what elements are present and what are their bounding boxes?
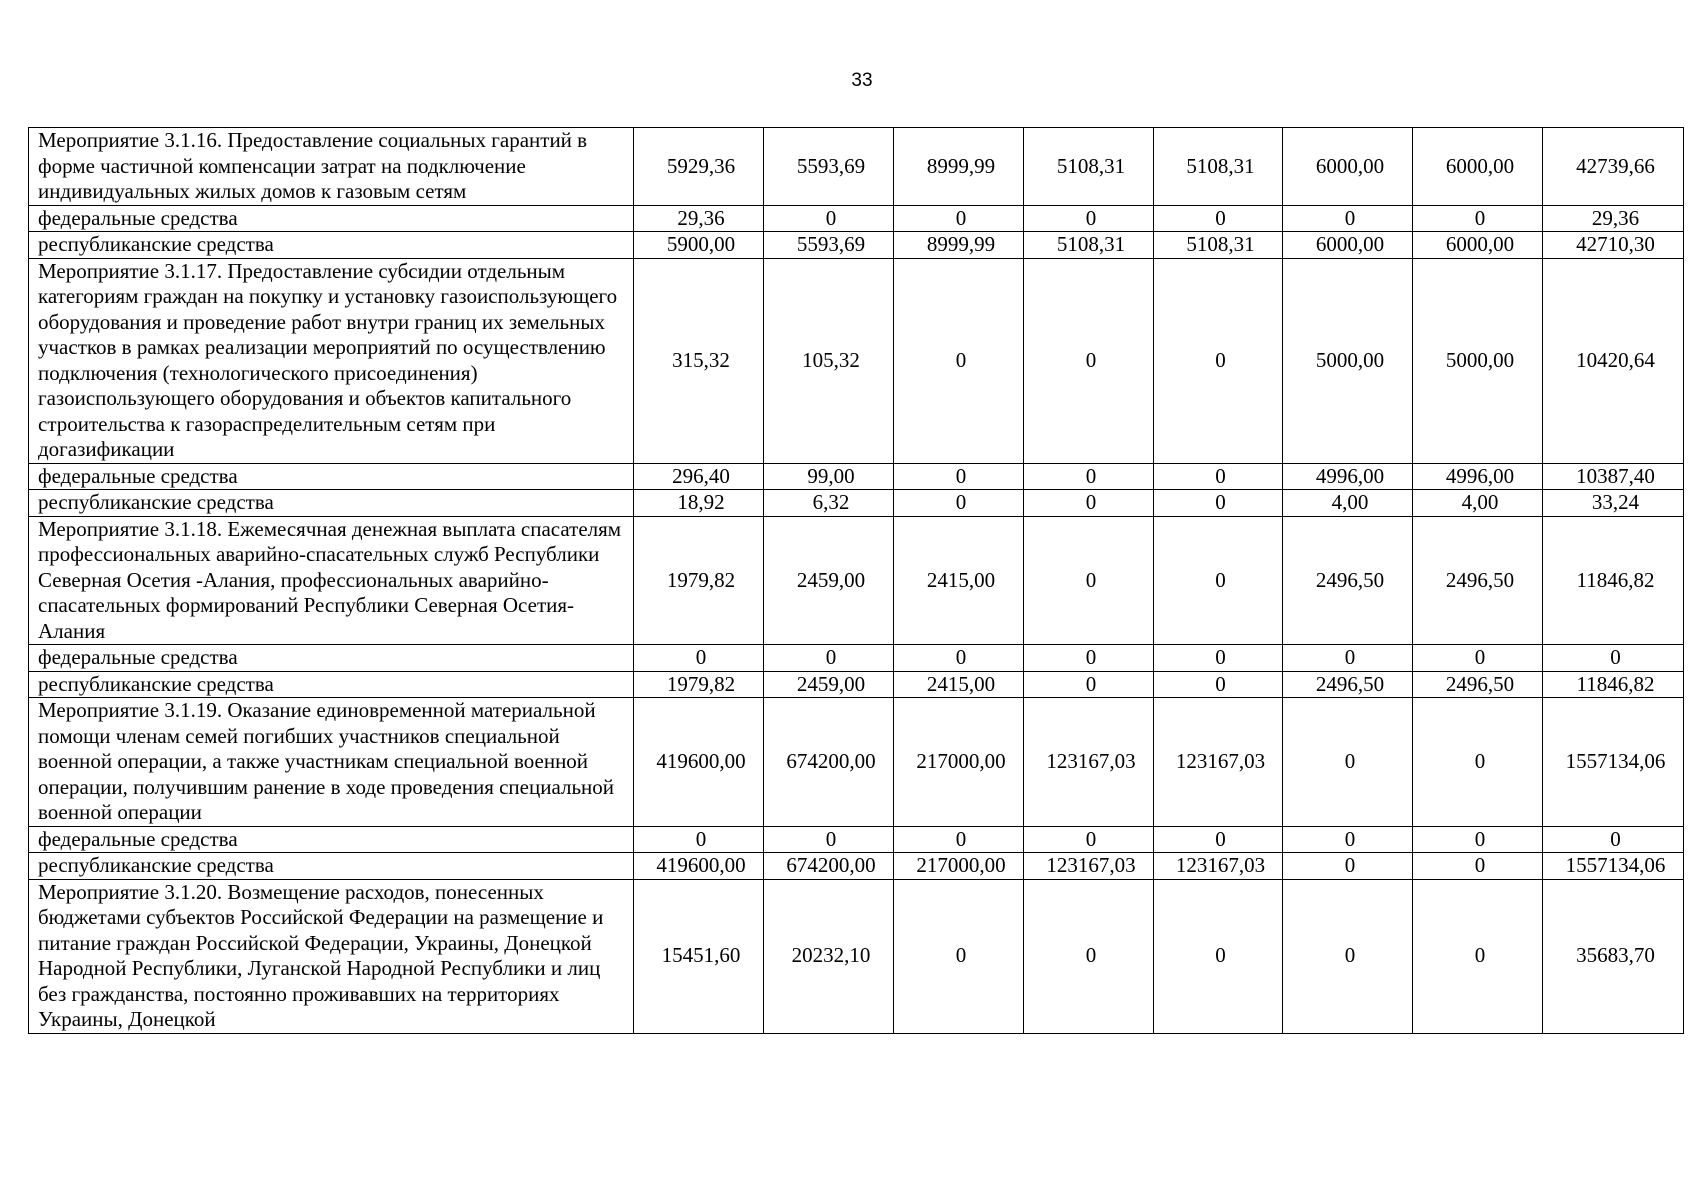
value-cell: 0	[764, 826, 894, 853]
value-cell: 0	[1154, 205, 1283, 232]
total-cell: 35683,70	[1543, 879, 1684, 1033]
value-cell: 0	[1024, 258, 1154, 463]
value-cell: 0	[894, 258, 1024, 463]
value-cell: 2496,50	[1283, 516, 1413, 645]
row-label: Мероприятие 3.1.19. Оказание единовременной материальной помощи членам семей погибших участников специальной военной операции, а также участникам специальной военной операции, получившим ранение в ходе проведения специальной военной операции	[29, 698, 634, 827]
value-cell: 315,32	[634, 258, 764, 463]
table-row-republican-funds	[29, 232, 1684, 259]
table-row-federal-funds	[29, 826, 1684, 853]
value-cell: 1979,82	[634, 516, 764, 645]
value-cell: 0	[1413, 853, 1543, 880]
value-cell: 2496,50	[1283, 671, 1413, 698]
value-cell: 0	[1024, 516, 1154, 645]
row-label: федеральные средства	[29, 463, 634, 490]
value-cell: 5593,69	[764, 128, 894, 206]
value-cell: 5108,31	[1024, 128, 1154, 206]
table-row-measure-3-1-17	[29, 258, 1684, 463]
table-body	[29, 128, 1684, 1034]
value-cell: 0	[1413, 205, 1543, 232]
value-cell: 5593,69	[764, 232, 894, 259]
total-cell: 42710,30	[1543, 232, 1684, 259]
table-row-measure-3-1-16	[29, 128, 1684, 206]
value-cell: 0	[1283, 879, 1413, 1033]
value-cell: 2459,00	[764, 516, 894, 645]
value-cell: 296,40	[634, 463, 764, 490]
value-cell: 0	[1024, 879, 1154, 1033]
value-cell: 0	[1024, 205, 1154, 232]
value-cell: 4,00	[1413, 490, 1543, 517]
value-cell: 2415,00	[894, 671, 1024, 698]
value-cell: 0	[1024, 463, 1154, 490]
row-label: федеральные средства	[29, 826, 634, 853]
row-label: республиканские средства	[29, 853, 634, 880]
value-cell: 8999,99	[894, 128, 1024, 206]
value-cell: 0	[894, 645, 1024, 672]
value-cell: 29,36	[634, 205, 764, 232]
value-cell: 674200,00	[764, 698, 894, 827]
value-cell: 6000,00	[1413, 232, 1543, 259]
value-cell: 0	[1024, 826, 1154, 853]
total-cell: 11846,82	[1543, 671, 1684, 698]
value-cell: 0	[1024, 490, 1154, 517]
table-row-federal-funds	[29, 205, 1684, 232]
value-cell: 0	[634, 645, 764, 672]
row-label: Мероприятие 3.1.16. Предоставление социальных гарантий в форме частичной компенсации затрат на подключение индивидуальных жилых домов к газовым сетям	[29, 128, 634, 206]
budget-table	[28, 127, 1684, 1034]
value-cell: 0	[1413, 698, 1543, 827]
value-cell: 5108,31	[1154, 128, 1283, 206]
value-cell: 99,00	[764, 463, 894, 490]
value-cell: 0	[1154, 826, 1283, 853]
value-cell: 18,92	[634, 490, 764, 517]
value-cell: 0	[894, 879, 1024, 1033]
total-cell: 0	[1543, 645, 1684, 672]
table-row-republican-funds	[29, 671, 1684, 698]
row-label: республиканские средства	[29, 671, 634, 698]
value-cell: 0	[1154, 490, 1283, 517]
value-cell: 0	[634, 826, 764, 853]
table-row-measure-3-1-19	[29, 698, 1684, 827]
total-cell: 0	[1543, 826, 1684, 853]
page-number: 33	[851, 70, 873, 91]
table-row-measure-3-1-18	[29, 516, 1684, 645]
row-label: федеральные средства	[29, 645, 634, 672]
value-cell: 0	[1283, 205, 1413, 232]
value-cell: 0	[1154, 463, 1283, 490]
value-cell: 6000,00	[1283, 232, 1413, 259]
total-cell: 1557134,06	[1543, 853, 1684, 880]
value-cell: 0	[1024, 671, 1154, 698]
value-cell: 8999,99	[894, 232, 1024, 259]
total-cell: 42739,66	[1543, 128, 1684, 206]
value-cell: 0	[1283, 853, 1413, 880]
value-cell: 4996,00	[1283, 463, 1413, 490]
value-cell: 0	[894, 490, 1024, 517]
table-row-federal-funds	[29, 645, 1684, 672]
value-cell: 0	[1154, 645, 1283, 672]
value-cell: 0	[894, 826, 1024, 853]
value-cell: 5900,00	[634, 232, 764, 259]
table-row-federal-funds	[29, 463, 1684, 490]
value-cell: 20232,10	[764, 879, 894, 1033]
value-cell: 15451,60	[634, 879, 764, 1033]
table-row-republican-funds	[29, 490, 1684, 517]
value-cell: 0	[894, 463, 1024, 490]
value-cell: 123167,03	[1024, 853, 1154, 880]
total-cell: 29,36	[1543, 205, 1684, 232]
value-cell: 0	[1024, 645, 1154, 672]
value-cell: 105,32	[764, 258, 894, 463]
value-cell: 5929,36	[634, 128, 764, 206]
value-cell: 0	[1413, 826, 1543, 853]
value-cell: 0	[1413, 645, 1543, 672]
row-label: республиканские средства	[29, 490, 634, 517]
row-label: федеральные средства	[29, 205, 634, 232]
value-cell: 0	[1154, 879, 1283, 1033]
value-cell: 5000,00	[1413, 258, 1543, 463]
value-cell: 2415,00	[894, 516, 1024, 645]
total-cell: 33,24	[1543, 490, 1684, 517]
value-cell: 419600,00	[634, 853, 764, 880]
value-cell: 0	[1283, 826, 1413, 853]
value-cell: 419600,00	[634, 698, 764, 827]
total-cell: 10387,40	[1543, 463, 1684, 490]
value-cell: 217000,00	[894, 698, 1024, 827]
value-cell: 6000,00	[1283, 128, 1413, 206]
total-cell: 11846,82	[1543, 516, 1684, 645]
value-cell: 0	[1283, 698, 1413, 827]
value-cell: 2496,50	[1413, 516, 1543, 645]
row-label: Мероприятие 3.1.20. Возмещение расходов, понесенных бюджетами субъектов Российской Федерации на размещение и питание граждан Российской Федерации, Украины, Донецкой Народной Республики, Луганской Народной Республики и лиц без гражданства, постоянно проживавших на территориях Украины, Донецкой	[29, 879, 634, 1033]
value-cell: 2496,50	[1413, 671, 1543, 698]
value-cell: 674200,00	[764, 853, 894, 880]
value-cell: 0	[894, 205, 1024, 232]
value-cell: 123167,03	[1154, 853, 1283, 880]
value-cell: 5108,31	[1154, 232, 1283, 259]
value-cell: 0	[764, 205, 894, 232]
total-cell: 10420,64	[1543, 258, 1684, 463]
value-cell: 4,00	[1283, 490, 1413, 517]
value-cell: 123167,03	[1024, 698, 1154, 827]
row-label: Мероприятие 3.1.17. Предоставление субсидии отдельным категориям граждан на покупку и установку газоиспользующего оборудования и проведение работ внутри границ их земельных участков в рамках реализации мероприятий по осуществлению подключения (технологического присоединения) газоиспользующего оборудования и объектов капитального строительства к газораспределительным сетям при догазификации	[29, 258, 634, 463]
value-cell: 0	[1283, 645, 1413, 672]
value-cell: 5108,31	[1024, 232, 1154, 259]
value-cell: 0	[764, 645, 894, 672]
value-cell: 6,32	[764, 490, 894, 517]
table-row-measure-3-1-20	[29, 879, 1684, 1033]
value-cell: 123167,03	[1154, 698, 1283, 827]
value-cell: 0	[1154, 258, 1283, 463]
table-row-republican-funds	[29, 853, 1684, 880]
row-label: Мероприятие 3.1.18. Ежемесячная денежная выплата спасателям профессиональных аварийно-спасательных служб Республики Северная Осетия -Алания, профессиональных аварийно-спасательных формирований Республики Северная Осетия-Алания	[29, 516, 634, 645]
value-cell: 5000,00	[1283, 258, 1413, 463]
value-cell: 4996,00	[1413, 463, 1543, 490]
total-cell: 1557134,06	[1543, 698, 1684, 827]
value-cell: 1979,82	[634, 671, 764, 698]
value-cell: 217000,00	[894, 853, 1024, 880]
value-cell: 0	[1154, 516, 1283, 645]
value-cell: 6000,00	[1413, 128, 1543, 206]
value-cell: 2459,00	[764, 671, 894, 698]
value-cell: 0	[1154, 671, 1283, 698]
row-label: республиканские средства	[29, 232, 634, 259]
value-cell: 0	[1413, 879, 1543, 1033]
